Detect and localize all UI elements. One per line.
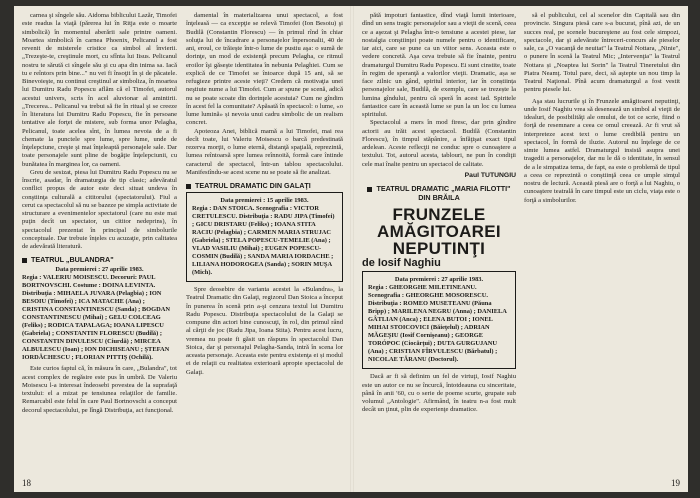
article-text: Spre deosebire de varianta acestei la «Bulandra», la Teatrul Dramatic din Galaţi, regizorul Dan Stoica a început în punerea în scenă prin a-şi cenzura textul lui Dumitru Radu Popescu. Distribuţia spectacolului de la Galaţi se compune din actori bine cunoscuţi, în rol, din primul rând al cărţii de joc (Radu Jipa, Ioana Stita). Pentru acest lucru, vremea nu poate fi găsit un răspuns în spectacolul Dan Stoica, dar şi personajul Pelagha-Sanda, intră în scena lor aceasta personaje. Aceasta este pentru existenţa ei și modul ei de relaţii cu realitatea exterioară apropie spectacolul de Galaţi. — [186, 286, 343, 376]
section-heading: TEATRUL „BULANDRA" — [22, 255, 177, 264]
square-bullet-icon — [186, 184, 191, 189]
right-page-column-1 — [362, 12, 516, 480]
credits-box — [362, 271, 516, 369]
article-text: pătă impoturi fantastice, dînd viaţă lumii interioare, dînd un sens tragic personajelor sau a vieţii de scenă, ceea ce a aşezat şi Pelagha într-o tensiune a acestei piese, iar nostalgia conştiinţei poate numele pentru o identificare, iar aici, care se pune ca un viitor sens. Aceasta este o vedere concretă. Aşa ceva trebuie să fie înainte, pentru dramaturgul Dumitru Radu Popescu. Ei sunt cinstite, toate în regim de speranţă a valorilor vieţii. Dramatic, așa se face zilnic un gând, spiritul interior, iar în conștiința personajelor sale, Budilă, de exemplu, care se trezește la lumina gîndului, pentru că speră în acest iad. Spiritele fantastice care în această lume se pun la un loc cu lumea spiritului. — [362, 12, 516, 118]
article-text: să el publicului, cel al scenelor din Capitală sau din provincie. Singura piesă care s-a bucurat, pînă azi, de un succes real, pe scenele bucureştene au fost cele simpozi, spectacole, dar şi adevărate întreceri-concurs ale pieselor sale, ca „O vacanţă de neuitat" la Teatrul Nottara, „Ninie", o punere în scenă la Teatrul Mic; „Intervenţia" la Teatrul Nottara și „Noaptea lui Sorin" la Teatrul Tineretului din Piatra Neamţ. Totul pare, deci, să aştepte un nou timp la Teatrul Naţional. Pînă acum dramaturgul a fost vestit pentru piesele lui. — [524, 12, 680, 94]
left-page-column-2 — [186, 12, 343, 480]
cast-credits: Regia : DAN STOICA. Scenografia : VICTOR CRETULESCU. Distribuţia : RADU JIPA (Timofei) ; GICU DRISTARU (Feliks) ; IOANA STITA RACIU (Pelagbia) ; CARMEN MARIA STRUJAC (Gabriela) ; STELA POPESCU-TEMELIE (Ana) ; VLAD VASILIU (Mihai) ; EUGEN POPESCU-COSMIN (Budilă) ; SANDA MARIA IORDACHE ; LILIANA HODOROGEA (Sanda) ; SORIN MUŞA (Mich). — [192, 205, 335, 276]
premiere-date: Data premierei : 27 aprilie 1983. — [55, 266, 144, 274]
play-title: FRUNZELE AMĂGITOAREI NEPUTINŢI — [377, 205, 501, 258]
article-text: damental în materializarea unui spectacol, a fost înţeleasă — ca excepţie se relevă Timofei (Ion Besoiu) şi Budilă (Constantin Florescu) — în primul rînd în chiar soluţia lui de încadrare a personajelor înpersonalii, 40 de ani, eroul, ce trăieşte într-o lume de pustiu aşa: o sumă de dorinţe, un mod de existenţă precum Pelagha, ce ritmul eroilor îşi găseşte identitatea în nebunia Pelaghiei. Cum se explică de ce Timofei se întoarce după 15 ani, să se refugieze printre aceste vieţi? Credem că motivaţia unei neştiute nume a lui Timofei. Cum ar spune pe scenă, adică nu se poate scoate din dorinţele acestuia? Cum ne gîndim în acest fel la comunitate? Apăsată în spectacol: o lume, «o lume lumină» și nevoia unui cadru simbolic de un realism concret. — [186, 12, 343, 127]
play-author: de Iosif Naghiu — [362, 257, 441, 269]
author-signature: Paul TUTUNGIU — [464, 171, 516, 179]
article-text: carnea şi sîngele său. Aidoma biblicului Lazăr, Timofei este readus la viaţă (părerea lui în Ritja este o moarte simbolică) în momentul aberării sale printre oameni. Moartea simbolică în carnea Phoenix, Pelicanul a fost revenit de misterele cristice ca simbol al învierii. „Trezeşte-te, creştinule mort, cu sfînta lui Iisus. Pelicanul nostru te sărută ci sîngele său şi cu apa din inima sa. Iacă tu e reîntors prin bine..." nu vei fi însoţit în şi de păcatele. Binevoieşte, nu continui creştinul ar simboliza, în moartea lui Dumitru Radu Popescu aflăm că el Timofei, autorul acestui univers, scris în acel aluvionar al amintirii. „Trecerea... Pelicanul va trebui să fie în ritual şi se creeze în literatura lui Dumitru Radu Popescu, fie în persoane tentative ale forţei de mistere, sub forma unor Pelagha, Pelicanul, toate acelea sînt, în lumea nevoia de a fi chemate la punctele spre lume, spre lume, unde de înţelepciune, creşte şi mai înţeleaptă personajele sale. Dar toate personajele sunt pline de bogăţie înţelepciunii, cu bunătatea în marginea lor, ca oameni. — [22, 12, 177, 168]
article-text: Spectacolul a mers în mod firesc, dar prin gîndire actorii au trăit acest spectacol. Budilă (Constantin Florescu), în timpul stăpânire, a înfăţişat exact tipul ardelean. Aceste reflecţii ne conduc spre o cunoaştere a textului. Tot, autorul acesta, tablouri, ne pun în condiţii cele mai înalte pentru un spectacol de calitate. — [362, 119, 516, 168]
credits-box — [186, 192, 343, 282]
article-text: Este curios faptul că, în măsura în care, „Bulandra", tot acest complex de regăsire este pus în umbră. De Valeriu Moisescu l-a interesat îndeosebi povestea de la suprafaţă textului: el a mizat pe tensiunea relaţiilor de familie. Remarcabil este felul în care Paul Bortnovschi a conceput decorul spectacolului, pe lîngă Distribuţia, act funcţional. — [22, 365, 177, 414]
left-page — [14, 6, 350, 492]
page-number: 18 — [22, 478, 31, 488]
article-text: Aşa stau lucrurile şi în Frunzele amăgitoarei neputinţi, unde Iosif Naghiu vrea să desenează un simbol al vieţii de idealuri, de posibilităţi ale omului, de tot ce scrie, fiind o forţă de resemnare a ceea ce omul creează. Ar fi vrut să interpreteze acest text o lume credibilă pentru un spectacol, în formă de iluzie. Autorul nu înţelege de ce simte lumea astfel. Dramaturgul insistă asupra unei tragedii a personajelor, dar nu le dă o identitate, în sensul de a le simpatiza tema, de fapt, ea este o problemă de tipul a ceea ce reprezintă o conştiinţă ceea ce umple simţul nostru de lectură. Această piesă are o forţă a lui Naghiu, o cunoaştere teatrală în care timpul este un ciclu, viaţa este o forţă a simbolurilor. — [524, 97, 680, 204]
premiere-date: Data premierei : 15 aprilie 1983. — [220, 197, 309, 204]
article-text: Greu de sesizat, piesa lui Dumitru Radu Popescu nu se înscrie, asadar, în dramaturgia de tip clasic; adevăratul conflict propus de autor este deci situat undeva în conştiinţa culturală a cititorului (spectatorului). Fiul a cerut ca spectacolul să nu se bazeze pe simpla activitate de structurare a evenimentelor spectatorul (care nu este mai puţin decît un spectator, un cititor nedeprins), în spectacolul prezentat în principal de simbolurile conceptuale. Dar trebuie înţeles cu acuzaţie, prin calitatea de adevărată literatură. — [22, 168, 177, 250]
right-page-column-2 — [524, 12, 680, 480]
page-number: 19 — [671, 478, 680, 488]
section-heading: TEATRUL DRAMATIC „MARIA FILOTTI" DIN BRĂILA — [362, 184, 516, 202]
article-text: Dacă ar fi să definim un fel de virtuţi, Iosif Naghiu este un autor ce nu se încurcă, întotdeauna cu sinceritate, până în anii '60, cu o serie de poeme scurte, grupate sub volumul „Antologie". Afirmând, în teatru n-a fost mult decât un ţinut, plin de experienţe dramatice. — [362, 373, 516, 414]
square-bullet-icon — [367, 187, 372, 192]
cast-credits: Regia : VALERIU MOISESCU. Decoruri: PAUL BORTNOVSCHI. Costume : DOINA LEVINTA. Distribuţia : MIHAELA JUVARA (Pelagbia) ; ION BESOIU (Timofei) ; ICA MATACHE (Ana) ; CRISTINA CONSTANTINESCU (Sanda) ; BOGDAN CONSTANTINESCU (Mihai) ; GELU COLCEAG (Feliks) ; RODICA TAPALAGA; IOANA LIPESCU (Gabriela) ; CONSTANTIN FLORESCU (Budilă) ; CONSTANTIN DINULESCU (Ciurdă) ; MIRCEA ALBULESCU (Ioan) ; ION DICHISEANU ; ȘTEFAN IORDĂCHESCU ; FLORIAN PITTIŞ (Ochilă). — [22, 274, 170, 362]
premiere-date: Data premierei : 27 aprilie 1983. — [394, 276, 484, 284]
article-text: Apoteoza Anei, biblică mamă a lui Timofei, mai rea decît toate, lui Valeriu Moisescu o barcă predestinată rezerva morţii, o lume eternă, distanţă spaţială, reprezintă, lumea reîntoarsă spre lumea reînnoită, formă care întinde caracterul de spectacol, într-un tablou spectacolului. Manifestîndu-se acest scene nu se poate să fie analizat. — [186, 127, 343, 176]
cast-credits: Regia : GHEORGHE MILETINEANU. Scenografia : GHEORGHE MOSORESCU. Distribuţia : ROMEO MUSETEANU (Păuna Bripp) ; MARILENA NEGRU (Anna) ; DANIELA GÂTLIAN (Anca) ; ELENA BUTOI ; IONEL MIHAI STOICOVICI (Băieţelul) ; ADRIAN MĂGEŞIU (Iosif Cornişeanu) ; GEORGE TORÓPOC (Ciocărţui) ; DUTA GURGUJANU (Ana) ; CRISTIAN FÎRVULESCU (Bărbatul) ; NICOLAE TĂRANU (Doctorul). — [368, 284, 507, 364]
square-bullet-icon — [22, 258, 27, 263]
section-heading: TEATRUL DRAMATIC DIN GALAŢI — [186, 181, 343, 190]
right-page — [354, 6, 688, 492]
left-page-column-1 — [22, 12, 177, 480]
